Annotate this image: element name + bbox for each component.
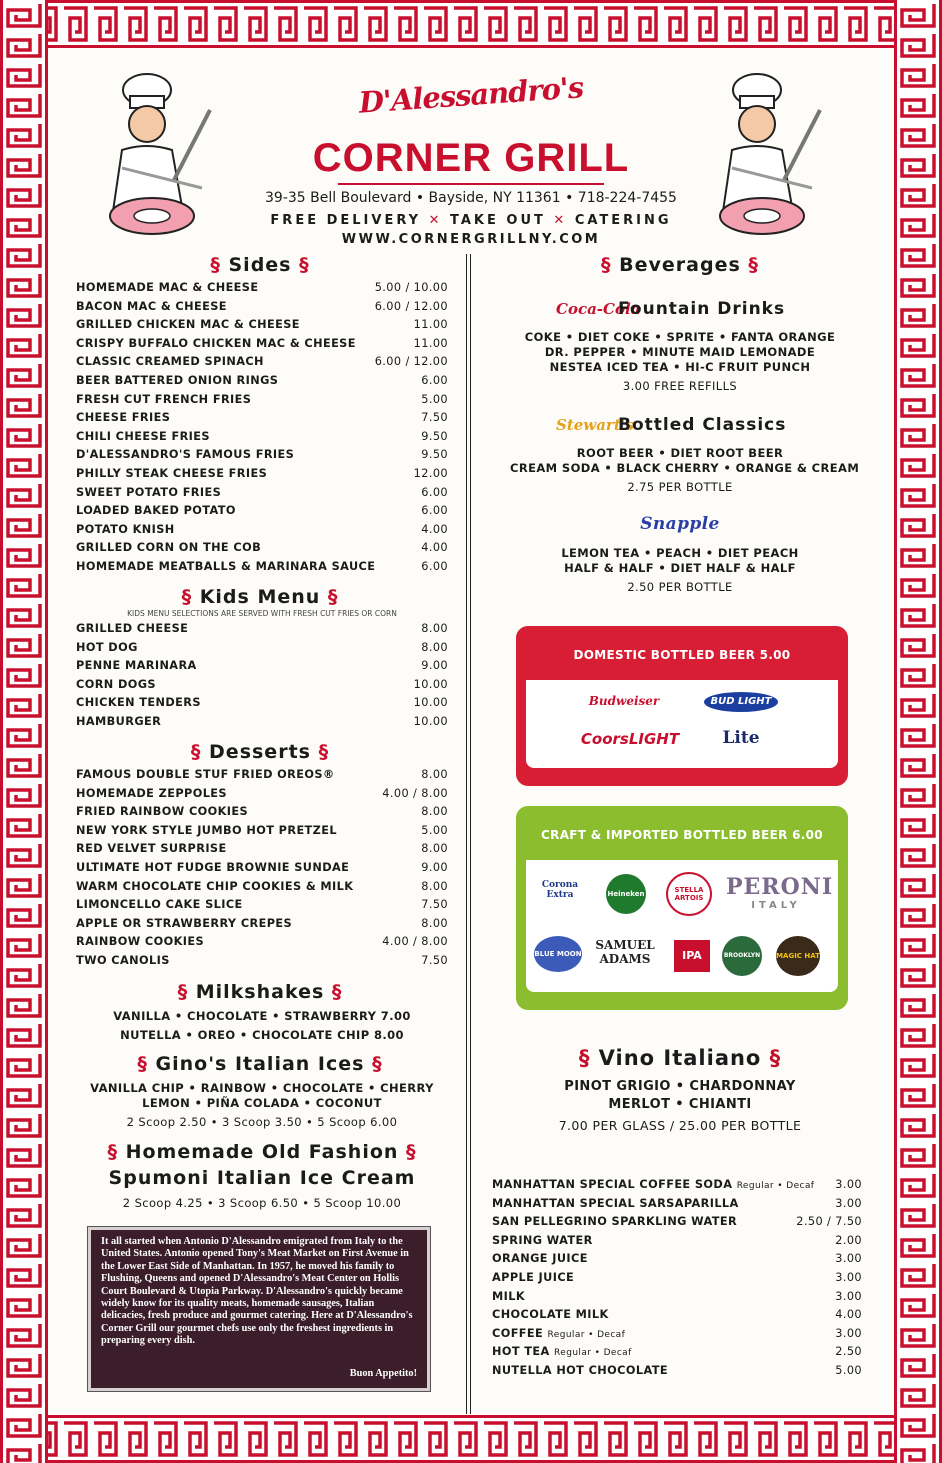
snapple-price: 2.50 PER BOTTLE: [627, 580, 733, 594]
spumoni-title-2: Spumoni Italian Ice Cream: [108, 1167, 416, 1189]
menu-item-price: 4.00: [835, 1308, 862, 1322]
menu-item-name-text: APPLE JUICE: [492, 1270, 575, 1284]
menu-item-name-text: COFFEE: [492, 1326, 544, 1340]
milkshakes-line-1: VANILLA • CHOCOLATE • STRAWBERRY 7.00: [113, 1009, 411, 1023]
menu-item-name: [76, 768, 335, 781]
menu-item-price: 6.00: [421, 485, 448, 499]
section-mark-icon: §: [320, 586, 339, 608]
border-bottom: [0, 1415, 942, 1463]
sides-title-text: Sides: [228, 254, 292, 276]
menu-item: [76, 281, 448, 300]
menu-item-price: 4.00 / 8.00: [382, 935, 448, 949]
menu-item-name: [76, 622, 188, 635]
bottled-line-1: ROOT BEER • DIET ROOT BEER: [576, 446, 784, 460]
menu-item-name: [76, 678, 156, 691]
craft-beer-box: [516, 806, 848, 1010]
menu-item-name: [492, 1271, 574, 1284]
menu-item: [76, 411, 448, 430]
menu-item-name-text: MANHATTAN SPECIAL COFFEE SODA: [492, 1178, 733, 1191]
menu-item-name-text: LOADED BAKED POTATO: [76, 504, 236, 518]
menu-item: [76, 641, 448, 660]
heineken-logo: Heineken: [606, 874, 646, 914]
menu-item-name-text: FRESH CUT FRENCH FRIES: [76, 392, 252, 406]
menu-item: [76, 659, 448, 678]
vino-title-text: Vino Italiano: [598, 1046, 762, 1070]
menu-item-name-text: HOMEMADE MAC & CHEESE: [76, 281, 259, 294]
menu-item-name-text: SPRING WATER: [492, 1233, 593, 1247]
sides-list: [76, 281, 448, 579]
chef-illustration-left: [92, 68, 217, 248]
menu-item-name: [76, 393, 251, 406]
menu-item-name: [76, 861, 349, 874]
menu-item-name: [76, 486, 221, 499]
menu-item-name: [76, 842, 227, 855]
menu-item-name-text: ULTIMATE HOT FUDGE BROWNIE SUNDAE: [76, 860, 350, 874]
menu-item-name: [76, 898, 243, 911]
menu-item-price: 3.00: [835, 1252, 862, 1266]
menu-item-name-text: HOT DOG: [76, 640, 138, 654]
bottled-title: Bottled Classics: [618, 415, 787, 435]
menu-item-price: 8.00: [421, 805, 448, 819]
menu-item-price: 8.00: [421, 768, 448, 781]
section-mark-icon: §: [578, 1046, 599, 1070]
menu-item-name-text: MANHATTAN SPECIAL SARSAPARILLA: [492, 1196, 739, 1210]
ipa-logo: IPA: [674, 940, 710, 972]
menu-item-name-text: LIMONCELLO CAKE SLICE: [76, 898, 243, 912]
menu-item-name: [76, 641, 138, 654]
menu-item-name-text: CLASSIC CREAMED SPINACH: [76, 355, 264, 369]
domestic-beer-logos: [526, 680, 838, 768]
menu-item: [492, 1290, 862, 1309]
menu-item-name: [76, 337, 356, 350]
menu-item-name-text: NEW YORK STYLE JUMBO HOT PRETZEL: [76, 823, 337, 837]
menu-item-price: 11.00: [413, 318, 448, 332]
menu-item: [492, 1271, 862, 1290]
menu-item: [76, 824, 448, 843]
menu-item-price: 3.00: [835, 1289, 862, 1303]
menu-item-name-text: CHOCOLATE MILK: [492, 1308, 609, 1322]
fountain-line-2: DR. PEPPER • MINUTE MAID LEMONADE: [544, 345, 816, 359]
border-left: [0, 0, 48, 1463]
menu-item: [492, 1215, 862, 1234]
menu-item-name: [76, 467, 267, 480]
menu-item-name-text: CHICKEN TENDERS: [76, 696, 201, 710]
menu-item-name: [76, 281, 258, 294]
stella-artois-logo: STELLA ARTOIS: [666, 872, 712, 916]
menu-item-name: [492, 1327, 625, 1340]
menu-item-name: [76, 448, 294, 461]
ices-line-2: LEMON • PIÑA COLADA • COCONUT: [142, 1096, 382, 1110]
menu-item-name-text: PHILLY STEAK CHEESE FRIES: [76, 466, 268, 480]
menu-item-name: [76, 917, 292, 930]
menu-item-name: [492, 1197, 739, 1210]
menu-item-name-text: CORN DOGS: [76, 677, 156, 691]
menu-item: [492, 1327, 862, 1346]
fountain-price: 3.00 FREE REFILLS: [622, 379, 738, 393]
samuel-adams-logo: SAMUEL ADAMS: [595, 938, 655, 966]
menu-item-price: 3.00: [835, 1270, 862, 1284]
vino-line-1: PINOT GRIGIO • CHARDONNAY: [564, 1079, 796, 1094]
menu-item-name-text: GRILLED CORN ON THE COB: [76, 541, 262, 555]
menu-item-name-text: FRIED RAINBOW COOKIES: [76, 805, 249, 819]
menu-item-name-text: HOT TEA: [492, 1345, 550, 1359]
menu-item: [76, 337, 448, 356]
menu-item-price: 9.50: [421, 429, 448, 443]
menu-item-name-text: APPLE OR STRAWBERRY CREPES: [76, 916, 293, 930]
corona-logo: Corona Extra: [541, 880, 579, 900]
service-catering: CATERING: [574, 213, 672, 228]
menu-item-name-text: GRILLED CHICKEN MAC & CHEESE: [76, 318, 300, 332]
menu-item-name: [76, 696, 201, 709]
menu-item-price: 6.00 / 12.00: [374, 355, 448, 369]
menu-item-price: 7.50: [421, 411, 448, 425]
fountain-line-1: COKE • DIET COKE • SPRITE • FANTA ORANGE: [524, 330, 836, 344]
menu-item: [76, 504, 448, 523]
menu-item: [76, 768, 448, 787]
menu-item: [492, 1178, 862, 1197]
menu-item-name: [76, 935, 204, 948]
menu-item-name-text: ORANGE JUICE: [492, 1252, 588, 1266]
menu-item-name-text: HOMEMADE ZEPPOLES: [76, 786, 227, 800]
menu-item: [492, 1364, 862, 1383]
domestic-beer-box: [516, 626, 848, 786]
desserts-title: [90, 741, 430, 763]
border-right: [894, 0, 942, 1463]
menu-item-name: [492, 1345, 632, 1358]
menu-item: [492, 1308, 862, 1327]
snapple-logo: Snapple: [640, 514, 720, 534]
vino-price: 7.00 PER GLASS / 25.00 PER BOTTLE: [558, 1118, 802, 1133]
spumoni-prices: 2 Scoop 4.25 • 3 Scoop 6.50 • 5 Scoop 10.00: [122, 1196, 402, 1210]
beverages-title: [510, 254, 850, 276]
menu-item-name-text: PENNE MARINARA: [76, 659, 197, 673]
section-mark-icon: §: [177, 981, 196, 1003]
menu-item-price: 11.00: [413, 336, 448, 350]
menu-item-name-text: NUTELLA HOT CHOCOLATE: [492, 1363, 668, 1377]
address: 39-35 Bell Boulevard • Bayside, NY 11361 • 718-224-7455: [265, 190, 677, 206]
section-mark-icon: §: [181, 586, 200, 608]
milkshakes-line-2: NUTELLA • OREO • CHOCOLATE CHIP 8.00: [120, 1028, 404, 1042]
menu-item: [76, 541, 448, 560]
menu-item: [76, 622, 448, 641]
menu-item-price: 5.00: [421, 392, 448, 406]
menu-item: [76, 467, 448, 486]
snapple-line-2: HALF & HALF • DIET HALF & HALF: [564, 561, 796, 575]
menu-item-name: [76, 715, 161, 728]
menu-item-name: [492, 1234, 593, 1247]
menu-item-name: [492, 1252, 588, 1265]
ices-line-1: VANILLA CHIP • RAINBOW • CHOCOLATE • CHERRY: [90, 1081, 434, 1095]
menu-item-name-text: FAMOUS DOUBLE STUF FRIED OREOS®: [76, 768, 335, 781]
spumoni-title-1-text: Homemade Old Fashion: [125, 1141, 399, 1163]
section-mark-icon: §: [364, 1053, 383, 1075]
menu-item-price: 10.00: [413, 696, 448, 710]
domestic-beer-title: DOMESTIC BOTTLED BEER 5.00: [520, 630, 844, 680]
miller-lite-logo: Lite: [722, 728, 760, 748]
menu-item-option: Regular • Decaf: [736, 1181, 815, 1191]
menu-item: [76, 300, 448, 319]
menu-item-name: [76, 787, 227, 800]
menu-item-name: [76, 659, 197, 672]
column-divider: [466, 254, 471, 1414]
section-mark-icon: §: [398, 1141, 417, 1163]
menu-item-name: [76, 880, 353, 893]
peroni-italy-text: ITALY: [751, 900, 801, 911]
milkshakes-title: [90, 981, 430, 1003]
craft-beer-logos: [526, 860, 838, 992]
website: WWW.CORNERGRILLNY.COM: [341, 232, 601, 247]
coca-cola-logo: Coca-Cola: [556, 300, 641, 318]
section-mark-icon: §: [324, 981, 343, 1003]
menu-item: [76, 696, 448, 715]
history-signoff: Buon Appetito!: [349, 1367, 417, 1379]
menu-item-name-text: SWEET POTATO FRIES: [76, 485, 222, 499]
bottled-header: [520, 413, 850, 443]
menu-item: [76, 898, 448, 917]
kids-list: [76, 622, 448, 734]
history-box: [88, 1227, 430, 1391]
menu-item-price: 3.00: [835, 1326, 862, 1340]
menu-item: [76, 935, 448, 954]
magic-hat-logo: MAGIC HAT: [776, 936, 820, 976]
ices-prices: 2 Scoop 2.50 • 3 Scoop 3.50 • 5 Scoop 6.00: [126, 1115, 398, 1129]
beverages-title-text: Beverages: [619, 254, 741, 276]
menu-item-name: [76, 355, 264, 368]
logo-main-text: CORNER GRILL: [312, 136, 630, 180]
menu-item: [76, 355, 448, 374]
fountain-header: [520, 297, 850, 327]
menu-item-name: [492, 1178, 814, 1191]
menu-item-name-text: BACON MAC & CHEESE: [76, 299, 227, 313]
menu-item-name-text: D'ALESSANDRO'S FAMOUS FRIES: [76, 448, 295, 462]
menu-item-price: 4.00: [421, 541, 448, 555]
menu-item-name: [76, 541, 261, 554]
menu-item-name-text: RED VELVET SURPRISE: [76, 842, 227, 856]
menu-item: [76, 715, 448, 734]
menu-item: [76, 523, 448, 542]
logo-underline: [338, 183, 604, 185]
desserts-title-text: Desserts: [209, 741, 311, 763]
vino-line-2: MERLOT • CHIANTI: [608, 1097, 752, 1112]
brooklyn-logo: BROOKLYN: [722, 936, 762, 976]
stewarts-logo: Stewart's: [556, 416, 634, 434]
menu-item-price: 3.00: [835, 1196, 862, 1210]
menu-item: [492, 1234, 862, 1253]
menu-item-price: 6.00: [421, 504, 448, 518]
menu-item-price: 6.00: [421, 373, 448, 387]
section-mark-icon: §: [190, 741, 210, 763]
menu-item-price: 7.50: [421, 953, 448, 967]
menu-item-name: [76, 411, 170, 424]
menu-item-price: 5.00 / 10.00: [374, 281, 448, 294]
menu-item-price: 8.00: [421, 842, 448, 856]
menu-item-price: 4.00 / 8.00: [382, 786, 448, 800]
menu-item: [76, 318, 448, 337]
snapple-line-1: LEMON TEA • PEACH • DIET PEACH: [561, 546, 799, 560]
menu-item-name-text: HAMBURGER: [76, 714, 162, 728]
services-line: [220, 213, 722, 228]
menu-item-price: 8.00: [421, 879, 448, 893]
menu-item-price: 8.00: [421, 622, 448, 635]
menu-item-price: 7.50: [421, 898, 448, 912]
section-mark-icon: §: [740, 254, 759, 276]
menu-item-name-text: CHEESE FRIES: [76, 411, 171, 425]
menu-item: [76, 486, 448, 505]
section-mark-icon: §: [210, 254, 229, 276]
menu-item: [76, 430, 448, 449]
menu-item-name-text: MILK: [492, 1289, 525, 1303]
service-takeout: TAKE OUT: [450, 213, 546, 228]
logo-main: [300, 136, 642, 185]
menu-item: [76, 861, 448, 880]
section-mark-icon: §: [137, 1053, 156, 1075]
menu-item: [76, 393, 448, 412]
section-mark-icon: §: [107, 1141, 126, 1163]
menu-item-name-text: HOMEMADE MEATBALLS & MARINARA SAUCE: [76, 559, 376, 573]
menu-item-name: [76, 430, 210, 443]
service-delivery: FREE DELIVERY: [270, 213, 422, 228]
menu-item-name: [492, 1290, 525, 1303]
menu-item-name-text: SAN PELLEGRINO SPARKLING WATER: [492, 1215, 738, 1229]
menu-item-price: 3.00: [835, 1178, 862, 1191]
coors-light-logo: CoorsLIGHT: [580, 730, 680, 748]
bottled-line-2: CREAM SODA • BLACK CHERRY • ORANGE & CREAM: [510, 461, 860, 475]
menu-item-name-text: TWO CANOLIS: [76, 953, 170, 967]
menu-item: [76, 560, 448, 579]
bottled-price: 2.75 PER BOTTLE: [627, 480, 733, 494]
section-mark-icon: §: [291, 254, 310, 276]
menu-item-name-text: CRISPY BUFFALO CHICKEN MAC & CHEESE: [76, 336, 356, 350]
menu-item-price: 6.00: [421, 559, 448, 573]
menu-item: [76, 678, 448, 697]
budweiser-logo: Budweiser: [588, 694, 660, 708]
menu-item-name: [76, 523, 175, 536]
menu-item-price: 2.50: [835, 1345, 862, 1359]
menu-item-price: 9.00: [421, 860, 448, 874]
desserts-list: [76, 768, 448, 973]
menu-item: [492, 1197, 862, 1216]
border-top: [0, 0, 942, 48]
menu-item: [76, 954, 448, 973]
menu-item: [76, 805, 448, 824]
menu-item-name: [76, 300, 227, 313]
kids-title-text: Kids Menu: [199, 586, 321, 608]
drinks-list: [492, 1178, 862, 1383]
bud-light-logo: BUD LIGHT: [704, 692, 778, 712]
menu-item: [76, 448, 448, 467]
menu-item-name-text: CHILI CHEESE FRIES: [76, 429, 210, 443]
menu-item-name-text: POTATO KNISH: [76, 522, 175, 536]
section-mark-icon: §: [761, 1046, 782, 1070]
menu-item-price: 12.00: [413, 466, 448, 480]
menu-item-price: 8.00: [421, 916, 448, 930]
menu-item-name: [492, 1364, 668, 1377]
menu-item-price: 6.00 / 12.00: [374, 299, 448, 313]
menu-item: [76, 787, 448, 806]
menu-item-name-text: BEER BATTERED ONION RINGS: [76, 373, 279, 387]
menu-item-name: [76, 954, 170, 967]
menu-item-name: [76, 504, 236, 517]
milkshakes-title-text: Milkshakes: [195, 981, 325, 1003]
menu-item: [76, 917, 448, 936]
peroni-logo: PERONI: [726, 874, 834, 900]
menu-item-option: Regular • Decaf: [554, 1348, 632, 1359]
menu-item: [76, 374, 448, 393]
blue-moon-logo: BLUE MOON: [534, 936, 582, 972]
sides-title: [90, 254, 430, 276]
history-text: It all started when Antonio D'Alessandro emigrated from Italy to the United States. Antonio opened Tony's Meat Market on First Avenue in the Lower East Side of Manhattan. In 1957, he moved his family to Flushing, Queens and opened D'Alessandro's Meat Center on Hollis Court Boulevard & Utopia Parkway. D'Alessandro's quickly became widely know for its quality meats, homemade sausages, Italian delicacies, fresh produce and gourmet catering. Here at D'Alessandro's Corner Grill our gourmet chefs use only the freshest ingredients in preparing every dish.: [101, 1236, 413, 1347]
menu-item-name-text: RAINBOW COOKIES: [76, 935, 205, 949]
logo-script: D'Alessandro's: [357, 70, 585, 120]
menu-item: [492, 1345, 862, 1364]
menu-item-price: 5.00: [421, 823, 448, 837]
craft-beer-title: CRAFT & IMPORTED BOTTLED BEER 6.00: [520, 810, 844, 860]
menu-item-name: [76, 824, 337, 837]
menu-item-price: 4.00: [421, 522, 448, 536]
menu-item-price: 9.00: [421, 659, 448, 673]
fountain-title: Fountain Drinks: [618, 299, 786, 319]
menu-item-name: [76, 560, 375, 573]
knife-cross-icon: ✕: [553, 213, 575, 228]
kids-title: [90, 586, 430, 608]
section-mark-icon: §: [310, 741, 330, 763]
menu-item: [492, 1252, 862, 1271]
ices-title-text: Gino's Italian Ices: [155, 1053, 365, 1075]
menu-item-name: [492, 1308, 609, 1321]
menu-item-price: 9.50: [421, 448, 448, 462]
kids-note: KIDS MENU SELECTIONS ARE SERVED WITH FRESH CUT FRIES OR CORN: [127, 609, 397, 618]
menu-item-name: [492, 1215, 737, 1228]
menu-item-name: [76, 805, 248, 818]
menu-item-price: 5.00: [835, 1363, 862, 1377]
menu-item-option: Regular • Decaf: [547, 1329, 626, 1340]
menu-item-price: 10.00: [413, 677, 448, 691]
fountain-line-3: NESTEA ICED TEA • HI-C FRUIT PUNCH: [549, 360, 811, 374]
menu-item-price: 8.00: [421, 640, 448, 654]
menu-item-name: [76, 318, 300, 331]
menu-item-price: 2.50 / 7.50: [796, 1215, 862, 1229]
menu-item-name: [76, 374, 278, 387]
menu-item-price: 10.00: [413, 714, 448, 728]
menu-item: [76, 880, 448, 899]
spumoni-title-1: [76, 1141, 448, 1163]
vino-title: [510, 1046, 850, 1070]
menu-item-price: 2.00: [835, 1233, 862, 1247]
ices-title: [90, 1053, 430, 1075]
menu-item-name-text: WARM CHOCOLATE CHIP COOKIES & MILK: [76, 879, 354, 893]
menu-item-name-text: GRILLED CHEESE: [76, 622, 189, 635]
section-mark-icon: §: [601, 254, 620, 276]
knife-cross-icon: ✕: [428, 213, 450, 228]
menu-item: [76, 842, 448, 861]
